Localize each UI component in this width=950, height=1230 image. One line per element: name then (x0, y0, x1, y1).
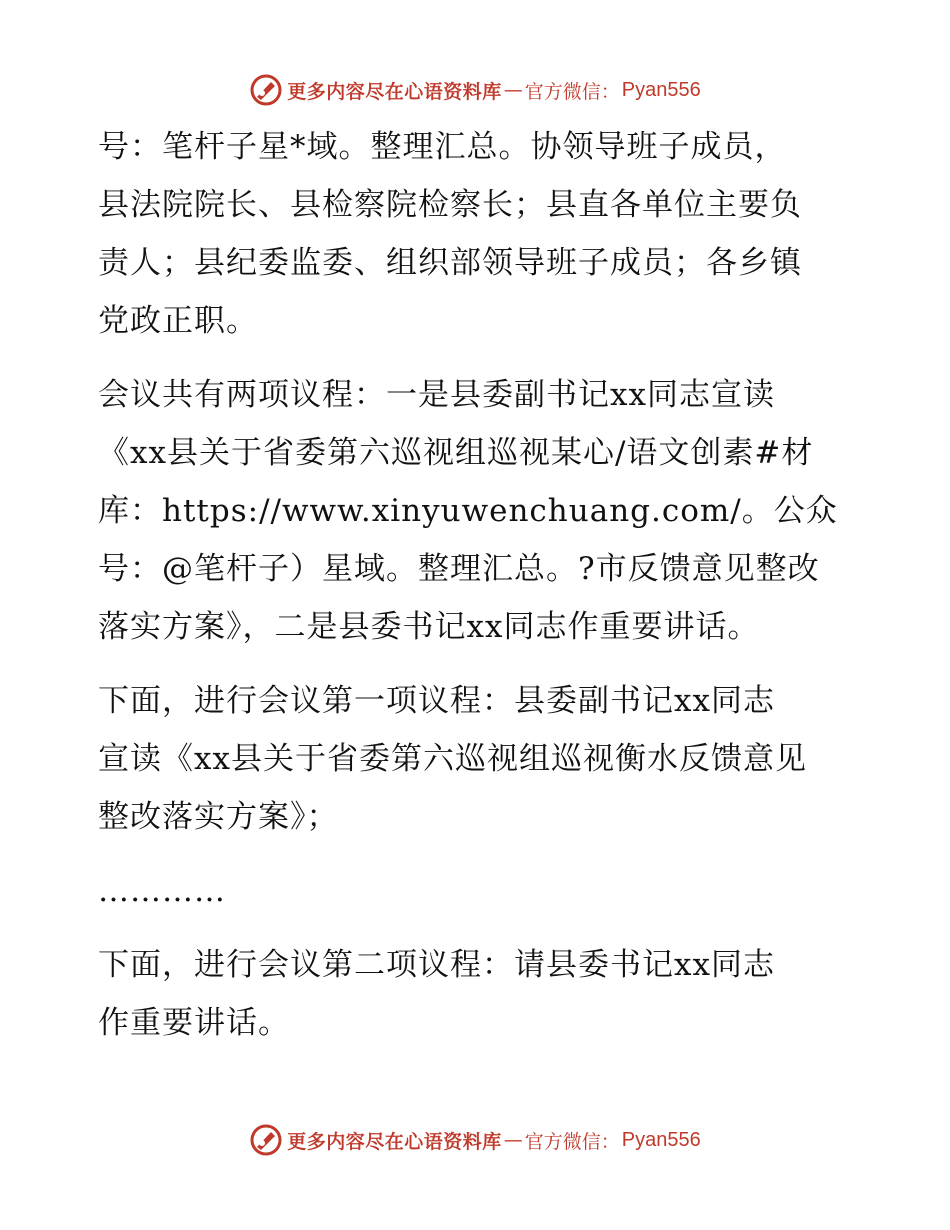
paragraph-agenda-item-two (98, 936, 868, 1052)
text-line: 党政正职。 (98, 303, 258, 339)
banner-id: Pyan556 (621, 1128, 701, 1151)
banner-separator: — (503, 79, 523, 101)
text-line: 整改落实方案》； (98, 799, 339, 835)
logo-icon (249, 1123, 283, 1157)
document-body (98, 118, 868, 1052)
paragraph-agenda (98, 366, 868, 656)
text-line: 库：https://www.xinyuwenchuang.com/。公众 (98, 493, 838, 529)
text-line: 宣读《xx县关于省委第六巡视组巡视衡水反馈意见 (98, 741, 807, 777)
banner-separator: — (503, 1129, 523, 1151)
paragraph-attendees (98, 118, 868, 350)
banner-label: 官方微信： (524, 80, 620, 103)
header-watermark-banner (0, 70, 950, 110)
text-line: 会议共有两项议程：一是县委副书记xx同志宣读 (98, 377, 775, 413)
logo-icon (249, 73, 283, 107)
banner-id: Pyan556 (621, 78, 701, 101)
text-line: 作重要讲话。 (98, 1005, 290, 1041)
banner-label: 官方微信： (524, 1130, 620, 1153)
text-line: 《xx县关于省委第六巡视组巡视某心/语文创素#材 (98, 435, 814, 471)
paragraph-ellipsis (98, 862, 868, 920)
text-line: 县法院院长、县检察院检察长；县直各单位主要负 (98, 187, 802, 223)
banner-text: 更多内容尽在心语资料库 (287, 1130, 502, 1153)
text-line: 下面，进行会议第一项议程：县委副书记xx同志 (98, 683, 775, 719)
text-line: 下面，进行会议第二项议程：请县委书记xx同志 (98, 947, 775, 983)
text-line: ………… (98, 873, 226, 909)
text-line: 号：笔杆子星*域。整理汇总。协领导班子成员， (98, 129, 787, 165)
paragraph-agenda-item-one (98, 672, 868, 846)
footer-watermark-banner (0, 1120, 950, 1160)
banner-text: 更多内容尽在心语资料库 (287, 80, 502, 103)
text-line: 落实方案》，二是县委书记xx同志作重要讲话。 (98, 609, 760, 645)
text-line: 责人；县纪委监委、组织部领导班子成员；各乡镇 (98, 245, 802, 281)
text-line: 号：@笔杆子）星域。整理汇总。?市反馈意见整改 (98, 551, 820, 587)
